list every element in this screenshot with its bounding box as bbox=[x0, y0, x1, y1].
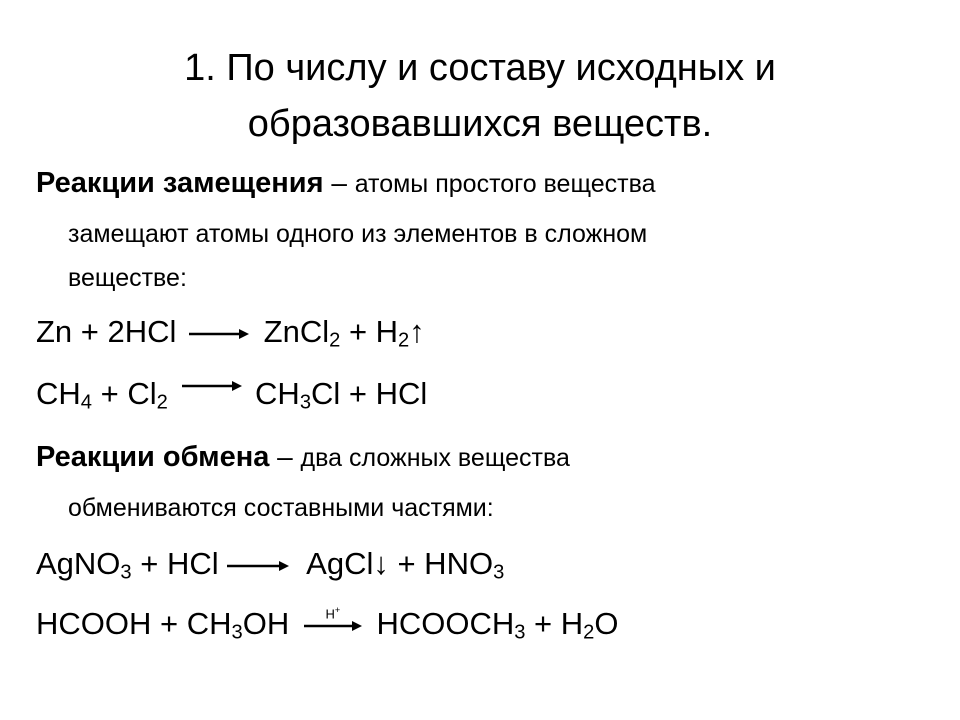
gas-up-arrow: ↑ bbox=[409, 314, 425, 349]
eq1-reactants: Zn + 2HCl bbox=[36, 314, 177, 349]
equation-zn-hcl: Zn + 2HCl ZnCl$_2$ + $H_2↑$ bbox=[36, 314, 425, 352]
substitution-def-line-1: атомы простого вещества bbox=[354, 170, 656, 198]
substitution-term: Реакции замещения bbox=[36, 167, 324, 199]
substitution-definition bbox=[36, 160, 916, 207]
exchange-dash: – bbox=[269, 441, 301, 472]
slide-title bbox=[80, 40, 880, 152]
equation-agno3-hcl: AgNO$_3$ + HCl AgCl↓ + $HNO_3$ bbox=[36, 546, 505, 584]
reaction-arrow bbox=[189, 327, 249, 341]
exchange-def-line-2: обмениваются составными частями: bbox=[68, 494, 494, 522]
reaction-arrow-with-catalyst bbox=[304, 604, 362, 633]
equation-ch4-cl2: $CH_4 + Cl_2$ $CH_3Cl$ + HCl bbox=[36, 376, 428, 414]
equation-esterification: HCOOH + $CH_3OH$ H+ $HCOOCH_3 + H_2O$ bbox=[36, 604, 619, 644]
exchange-term: Реакции обмена bbox=[36, 441, 270, 473]
substitution-def-line-3: веществе: bbox=[68, 264, 187, 292]
title-line-1: 1. По числу и составу исходных и bbox=[184, 47, 776, 89]
title-line-2: образовавшихся веществ. bbox=[247, 103, 713, 145]
substitution-dash: – bbox=[323, 167, 355, 198]
exchange-def-line-1: два сложных вещества bbox=[300, 444, 570, 472]
catalyst-label: H+ bbox=[325, 604, 341, 622]
reaction-arrow bbox=[182, 379, 242, 393]
substitution-def-line-2: замещают атомы одного из элементов в сложном bbox=[68, 220, 648, 248]
reaction-arrow bbox=[227, 559, 289, 573]
exchange-definition bbox=[36, 434, 916, 481]
